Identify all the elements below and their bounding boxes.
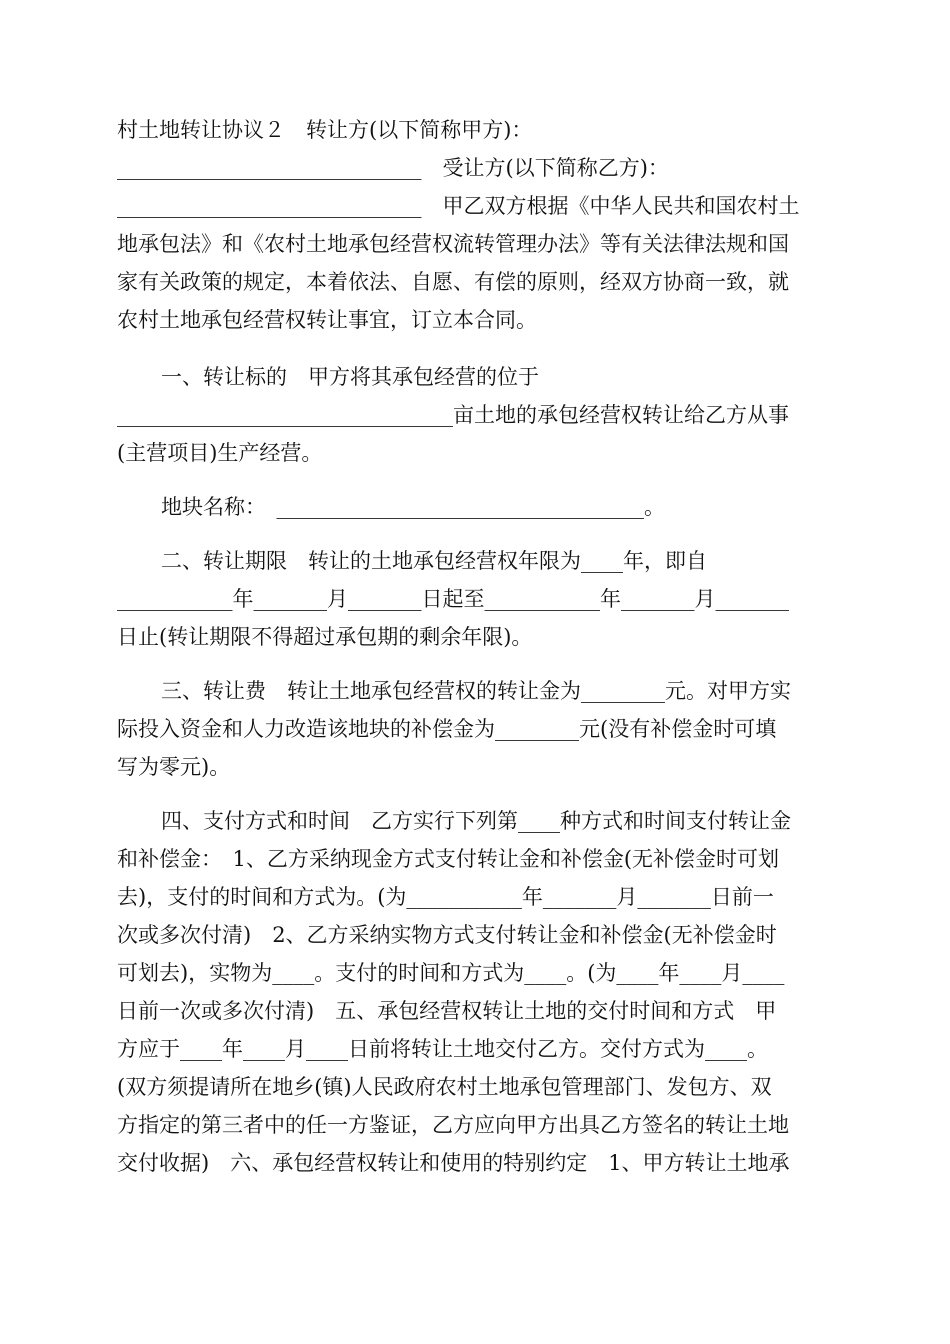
text-line: ___________年_______月_______日起至___________年_______月_______ [117, 587, 789, 611]
text-line: 日前一次或多次付清) 五、承包经营权转让土地的交付时间和方式 甲 [117, 999, 777, 1023]
text-line: ________________________________亩土地的承包经营权转让给乙方从事 [117, 403, 789, 427]
text-line: 地承包法》和《农村土地承包经营权流转管理办法》等有关法律法规和国 [117, 232, 789, 256]
section-heading-line: 三、转让费 转让土地承包经营权的转让金为________元。对甲方实 [161, 679, 791, 703]
plot-name-line: 地块名称： ___________________________________。 [161, 495, 665, 519]
text-line: 日止(转让期限不得超过承包期的剩余年限)。 [117, 625, 533, 649]
text-line: 去)，支付的时间和方式为。(为___________年_______月_______日前一 [117, 885, 774, 909]
text-line: 写为零元)。 [117, 755, 231, 779]
text-line: 可划去)，实物为____。支付的时间和方式为____。(为____年____月____ [117, 961, 785, 985]
text-line: 交付收据) 六、承包经营权转让和使用的特别约定 1、甲方转让土地承 [117, 1151, 790, 1175]
text-line: 和补偿金： 1、乙方采纳现金方式支付转让金和补偿金(无补偿金时可划 [117, 847, 780, 871]
text-line: 方指定的第三者中的任一方鉴证，乙方应向甲方出具乙方签名的转让土地 [117, 1113, 789, 1137]
text-line: _____________________________ 甲乙双方根据《中华人民共和国农村土 [117, 194, 800, 218]
section-heading-line: 四、支付方式和时间 乙方实行下列第____种方式和时间支付转让金 [161, 809, 791, 833]
text-line: 家有关政策的规定，本着依法、自愿、有偿的原则，经双方协商一致，就 [117, 270, 789, 294]
text-line: (双方须提请所在地乡(镇)人民政府农村土地承包管理部门、发包方、双 [117, 1075, 772, 1099]
text-line: 际投入资金和人力改造该地块的补偿金为________元(没有补偿金时可填 [117, 717, 777, 741]
text-line: 村土地转让协议２ 转让方(以下简称甲方)： [117, 118, 533, 142]
section-heading-line: 一、转让标的 甲方将其承包经营的位于 [161, 365, 539, 389]
text-line: _____________________________ 受让方(以下简称乙方)： [117, 156, 669, 180]
text-line: (主营项目)生产经营。 [117, 441, 323, 465]
text-line: 方应于____年____月____日前将转让土地交付乙方。交付方式为____。 [117, 1037, 768, 1061]
text-line: 次或多次付清) 2、乙方采纳实物方式支付转让金和补偿金(无补偿金时 [117, 923, 777, 947]
section-heading-line: 二、转让期限 转让的土地承包经营权年限为____年，即自 [161, 549, 707, 573]
text-line: 农村土地承包经营权转让事宜，订立本合同。 [117, 308, 537, 332]
